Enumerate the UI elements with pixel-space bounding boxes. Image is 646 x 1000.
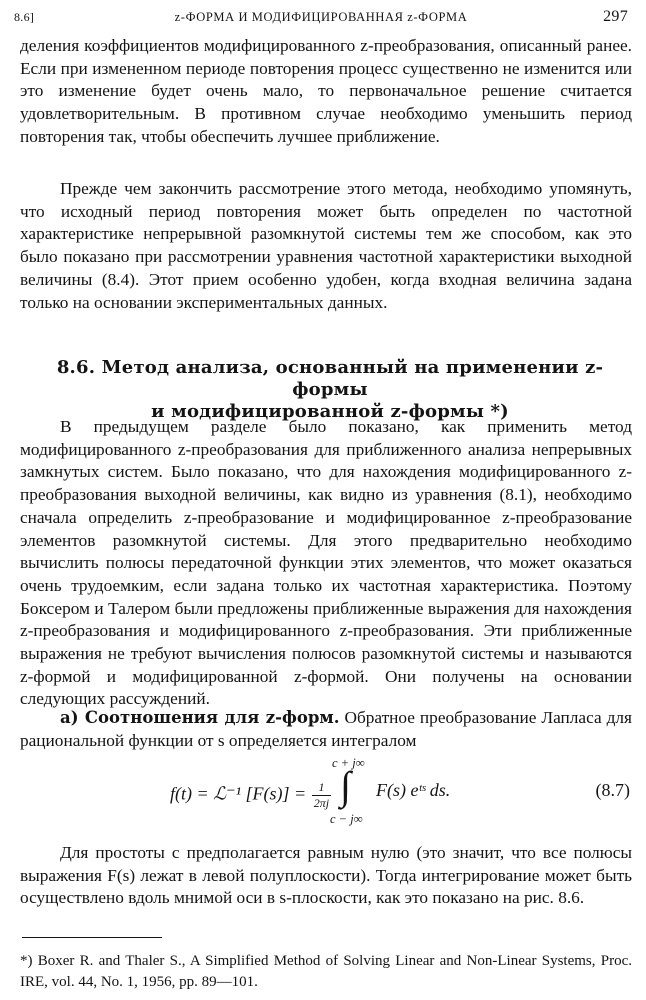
integral-upper-limit: c + j∞ [332, 756, 365, 770]
equation-8-7 [20, 756, 632, 830]
paragraph-z-form-relations [20, 707, 632, 752]
paragraph-continuation: деления коэффициентов модифицированного z-преобразования, описанный ранее. Если при измененном периоде повторения процесс существенно не изменится или это изменение будет очень мало, то первоначальное решение считается удовлетворительным. В противном случае необходимо уменьшить период повторения так, чтобы обеспечить лучшее приближение. [20, 36, 632, 146]
subsection-title: а) Соотношения для z-форм. [60, 708, 340, 727]
equation-lhs: f(t) = ℒ⁻¹ [F(s)] = $\frac{1}{2\pi j}$ [170, 780, 330, 810]
section-heading-line1: 8.6. Метод анализа, основанный на применении z-формы [56, 357, 604, 400]
page-number: 297 [603, 8, 628, 25]
equation-fraction: $\frac{1}{2\pi j}$ [313, 780, 330, 810]
subsection-text: Обратное преобразование Лапласа для рациональной функции от s определяется интегралом [20, 708, 632, 750]
footnote-divider [22, 937, 162, 938]
paragraph-integration-path: Для простоты c предполагается равным нулю (это значит, что все полюсы выражения F(s) лежат в левой полуплоскости). Тогда интегрирование может быть осуществлено вдоль мнимой оси в s-плоскости, как это показано на рис. 8.6. [20, 843, 632, 908]
integral-lower-limit: c − j∞ [330, 812, 363, 826]
integral-sign: ∫ [340, 763, 351, 808]
paragraph-section-intro: В предыдущем разделе было показано, как применить метод модифицированного z-преобразования для приближенного анализа непрерывных замкнутых систем. Было показано, что для нахождения модифицированного z-преобразования выходной величины, как видно из уравнения (8.1), необходимо сначала определить z-преобразование и модифицированное z-преобразование элементов разомкнутой системы. Для этого предварительно необходимо вычислить полюсы передаточной функции этих элементов, что может оказаться очень трудоемким, если задана только их частотная характеристика. Поэтому Боксером и Талером были предложены приближенные выражения для нахождения z-преобразования и модифицированного z-преобразования. Эти приближенные выражения не требуют вычисления полюсов разомкнутой системы и называются z-формой и модифицированной z-формой. Они получены на основании следующих рассуждений. [20, 417, 632, 709]
integrand: F(s) eᵗˢ ds. [376, 780, 451, 800]
page-header [14, 8, 628, 30]
section-heading [40, 357, 620, 423]
section-heading-line2: и модифицированной z-формы *) [151, 401, 509, 422]
equation-number: (8.7) [595, 780, 630, 800]
running-title: z-ФОРМА И МОДИФИЦИРОВАННАЯ z-ФОРМА [174, 10, 468, 24]
section-reference: 8.6] [14, 10, 35, 24]
paragraph-method-note: Прежде чем закончить рассмотрение этого метода, необходимо упомянуть, что исходный период повторения может быть определен по частотной характеристике непрерывной разомкнутой системы тем же способом, как это было показано при рассмотрении уравнения частотной характеристики выходной величины (8.4). Этот прием особенно удобен, когда входная величина задана только на основании экспериментальных данных. [20, 179, 632, 312]
footnote: *) Boxer R. and Thaler S., A Simplified Method of Solving Linear and Non-Linear Systems, Proc. IRE, vol. 44, No. 1, 1956, pp. 89—101. [20, 953, 632, 990]
